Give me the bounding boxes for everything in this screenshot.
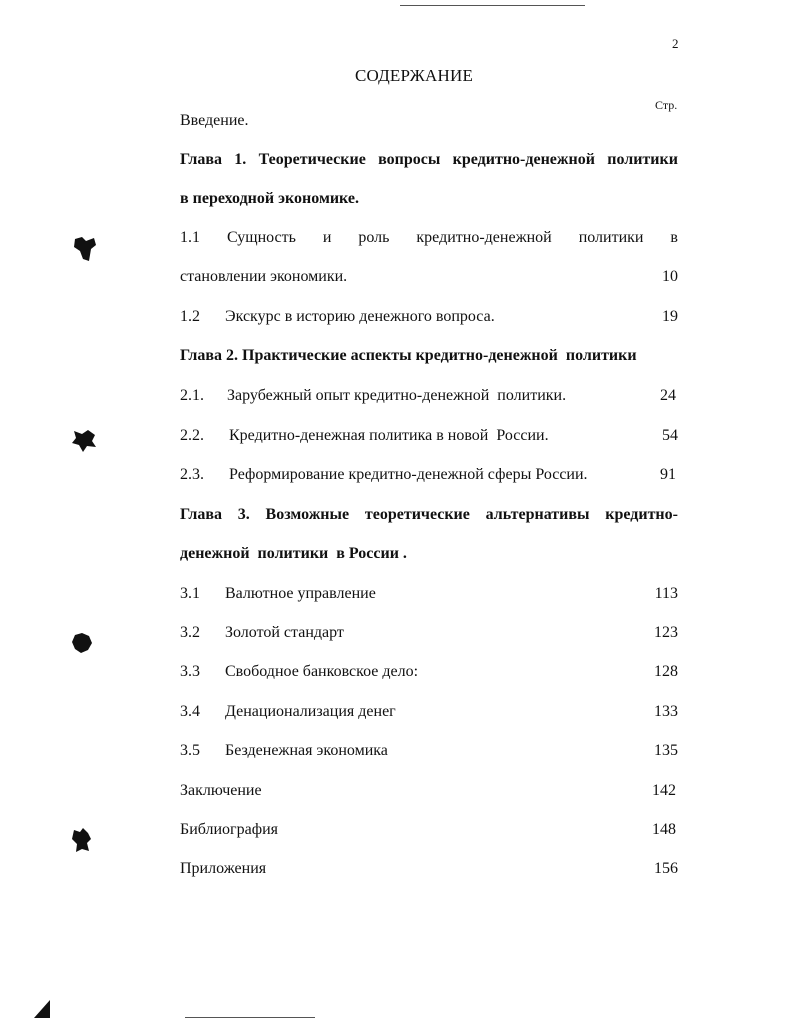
item-page: 123 — [654, 624, 678, 641]
item-page: 91 — [660, 466, 676, 483]
item-page: 128 — [654, 663, 678, 680]
item-page: 133 — [654, 703, 678, 720]
item-page: 24 — [660, 387, 676, 404]
item-title: Безденежная экономика — [225, 742, 388, 759]
item-title: Валютное управление — [225, 585, 376, 602]
item-number: 3.3 — [180, 663, 200, 680]
page-title: СОДЕРЖАНИЕ — [354, 66, 474, 85]
chapter1-heading-line1: Глава 1. Теоретические вопросы кредитно-денежной политики — [180, 151, 678, 168]
item-page: 10 — [662, 268, 678, 285]
item-page: 113 — [654, 585, 678, 602]
bottom-scan-rule — [185, 1017, 315, 1018]
item-title: Свободное банковское дело: — [225, 663, 419, 680]
item-title: Реформирование кредитно-денежной сферы России. — [229, 466, 588, 483]
chapter3-heading-line1: Глава 3. Возможные теоретические альтернативы кредитно- — [180, 506, 678, 523]
toc-item-3-2 — [0, 624, 791, 646]
toc-bibliography — [0, 821, 791, 843]
item-number: 2.3. — [180, 466, 204, 483]
toc-item-1-1 — [0, 229, 791, 289]
toc-item-3-3 — [0, 663, 791, 685]
item-title: Кредитно-денежная политика в новой России. — [229, 427, 549, 444]
item-number: 3.2 — [180, 624, 200, 641]
chapter2-heading: Глава 2. Практические аспекты кредитно-денежной политики — [180, 347, 637, 364]
page-column-label: Стр. — [655, 98, 678, 112]
item-page: 19 — [662, 308, 678, 325]
item-page: 54 — [662, 427, 678, 444]
item-number: 3.5 — [180, 742, 200, 759]
page-number: 2 — [672, 36, 679, 51]
item-number: 3.1 — [180, 585, 200, 602]
item-title-line2: становлении экономики. — [180, 268, 348, 285]
item-page: 156 — [654, 860, 678, 877]
toc-item-3-4 — [0, 703, 791, 725]
toc-item-2-1 — [0, 387, 791, 409]
item-title: Заключение — [180, 782, 262, 799]
item-number: 1.1 — [180, 229, 200, 246]
toc-item-2-2 — [0, 427, 791, 449]
item-title: Экскурс в историю денежного вопроса. — [225, 308, 495, 325]
toc-item-2-3 — [0, 466, 791, 488]
item-page: 135 — [654, 742, 678, 759]
item-page: 142 — [652, 782, 676, 799]
item-number: 1.2 — [180, 308, 200, 325]
item-title: Золотой стандарт — [225, 624, 344, 641]
item-page: 148 — [652, 821, 676, 838]
item-title: Библиография — [180, 821, 278, 838]
chapter3-heading-line2: денежной политики в России . — [180, 545, 407, 562]
item-number: 3.4 — [180, 703, 200, 720]
toc-item-1-2 — [0, 308, 791, 330]
toc-item-3-1 — [0, 585, 791, 607]
item-title-line1: Сущность и роль кредитно-денежной политики в — [227, 229, 678, 246]
toc-conclusion — [0, 782, 791, 804]
item-title: Зарубежный опыт кредитно-денежной политики. — [227, 387, 567, 404]
item-number: 2.2. — [180, 427, 204, 444]
chapter1-heading-line2: в переходной экономике. — [180, 190, 359, 207]
toc-item-3-5 — [0, 742, 791, 764]
toc-appendices — [0, 860, 791, 882]
item-title: Приложения — [180, 860, 267, 877]
corner-triangle — [34, 1000, 50, 1018]
item-number: 2.1. — [180, 387, 204, 404]
top-scan-rule — [400, 5, 585, 6]
item-title: Денационализация денег — [225, 703, 396, 720]
toc-intro: Введение. — [180, 112, 249, 129]
